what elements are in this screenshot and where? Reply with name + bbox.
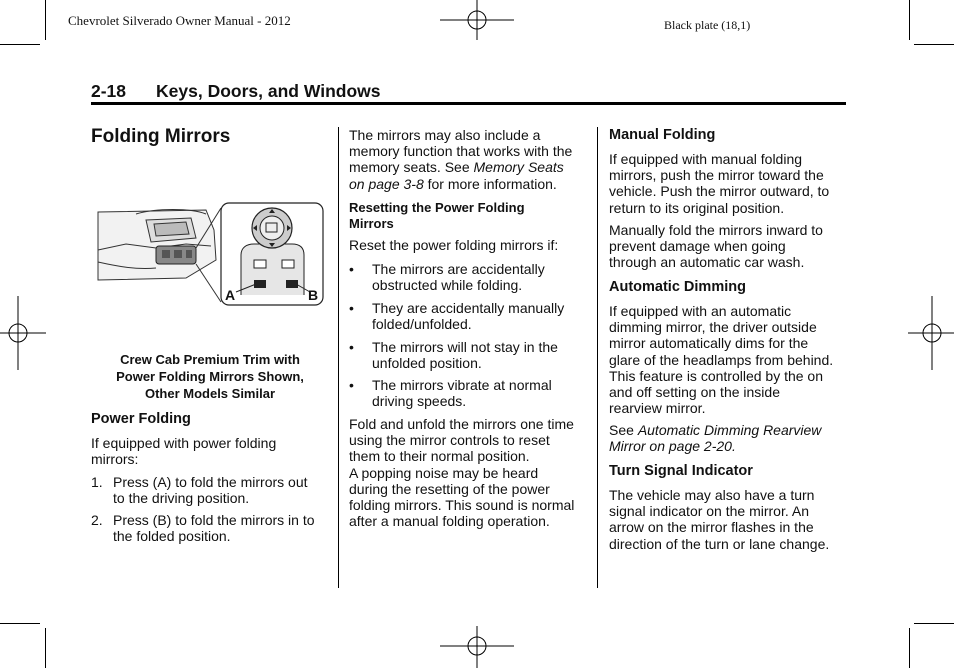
bullet-item: • They are accidentally manually folded/unfolded. [349, 300, 565, 333]
page-number: 2-18 [91, 81, 127, 101]
bullet-marker: • [349, 339, 354, 355]
automatic-dimming-see-also: See Automatic Dimming Rearview Mirror on page 2-20. [609, 422, 822, 455]
resetting-heading: Resetting the Power Folding Mirrors [349, 200, 525, 231]
manual-folding-paragraph-2: Manually fold the mirrors inward to prevent damage when going through an automatic car wash. [609, 222, 823, 271]
column-divider-1 [338, 127, 339, 588]
step-1 [91, 474, 331, 506]
auto-dimming-page-ref[interactable]: Mirror on page 2-20. [609, 438, 736, 455]
step-2 [91, 512, 331, 544]
registration-mark-left [0, 296, 46, 370]
bullet-marker: • [349, 300, 354, 316]
step-text: Press (B) to fold the mirrors in to the folded position. [113, 512, 315, 545]
registration-mark-top [440, 0, 514, 44]
manual-folding-heading: Manual Folding [609, 127, 716, 143]
section-title: Keys, Doors, and Windows [156, 81, 381, 101]
caption-line: Power Folding Mirrors Shown, [116, 369, 304, 384]
header-rule [91, 102, 846, 105]
automatic-dimming-heading: Automatic Dimming [609, 279, 746, 295]
power-folding-intro: If equipped with power folding mirrors: [91, 435, 277, 468]
folding-mirrors-heading: Folding Mirrors [91, 126, 231, 147]
step-marker: 2. [91, 512, 103, 528]
figure-caption [91, 351, 329, 402]
door-mirror-controls-illustration [96, 200, 326, 308]
step-text: Press (A) to fold the mirrors out to the driving position. [113, 474, 308, 507]
auto-dimming-rearview-link[interactable]: Automatic Dimming Rearview [637, 422, 822, 438]
reset-intro: Reset the power folding mirrors if: [349, 237, 559, 253]
memory-seats-page-ref[interactable]: on page 3-8 [349, 175, 424, 192]
registration-mark-right [908, 296, 954, 370]
memory-seats-link[interactable]: Memory Seats [473, 159, 564, 176]
automatic-dimming-paragraph: If equipped with an automatic dimming mirror, the driver outside mirror automatically dims for the glare of the headlamps from behind. This feature is controlled by the on and off setting on the inside rearview mirror. [609, 303, 834, 417]
manual-folding-paragraph-1: If equipped with manual folding mirrors, push the mirror toward the vehicle. Push the mirror outward, to return to its original position. [609, 151, 830, 216]
fold-unfold-paragraph: Fold and unfold the mirrors one time using the mirror controls to reset them to their normal position. A popping noise may be heard during the resetting of the power folding mirrors. This sound is normal after a manual folding operation. [349, 416, 575, 530]
figure-label-b: B [308, 287, 319, 303]
plate-label: Black plate (18,1) [664, 18, 751, 32]
bullet-item: • The mirrors will not stay in the unfolded position. [349, 339, 558, 372]
section-header [91, 81, 381, 102]
registration-mark-bottom [440, 626, 514, 668]
figure-label-a: A [225, 287, 236, 303]
step-marker: 1. [91, 474, 103, 490]
caption-line: Crew Cab Premium Trim with [120, 352, 300, 367]
bullet-marker: • [349, 261, 354, 277]
manual-title: Chevrolet Silverado Owner Manual - 2012 [68, 13, 291, 28]
bullet-item: • The mirrors vibrate at normal driving speeds. [349, 377, 552, 410]
memory-function-paragraph: The mirrors may also include a memory function that works with the memory seats. See Memory Seats on page 3-8 for more information. [349, 127, 573, 192]
power-folding-heading: Power Folding [91, 411, 191, 427]
turn-signal-heading: Turn Signal Indicator [609, 463, 753, 479]
caption-line: Other Models Similar [144, 386, 276, 401]
turn-signal-paragraph: The vehicle may also have a turn signal indicator on the mirror. An arrow on the mirror flashes in the direction of the turn or lane change. [609, 487, 830, 552]
bullet-marker: • [349, 377, 354, 393]
column-divider-2 [597, 127, 598, 588]
bullet-item: • The mirrors are accidentally obstructed while folding. [349, 261, 545, 294]
